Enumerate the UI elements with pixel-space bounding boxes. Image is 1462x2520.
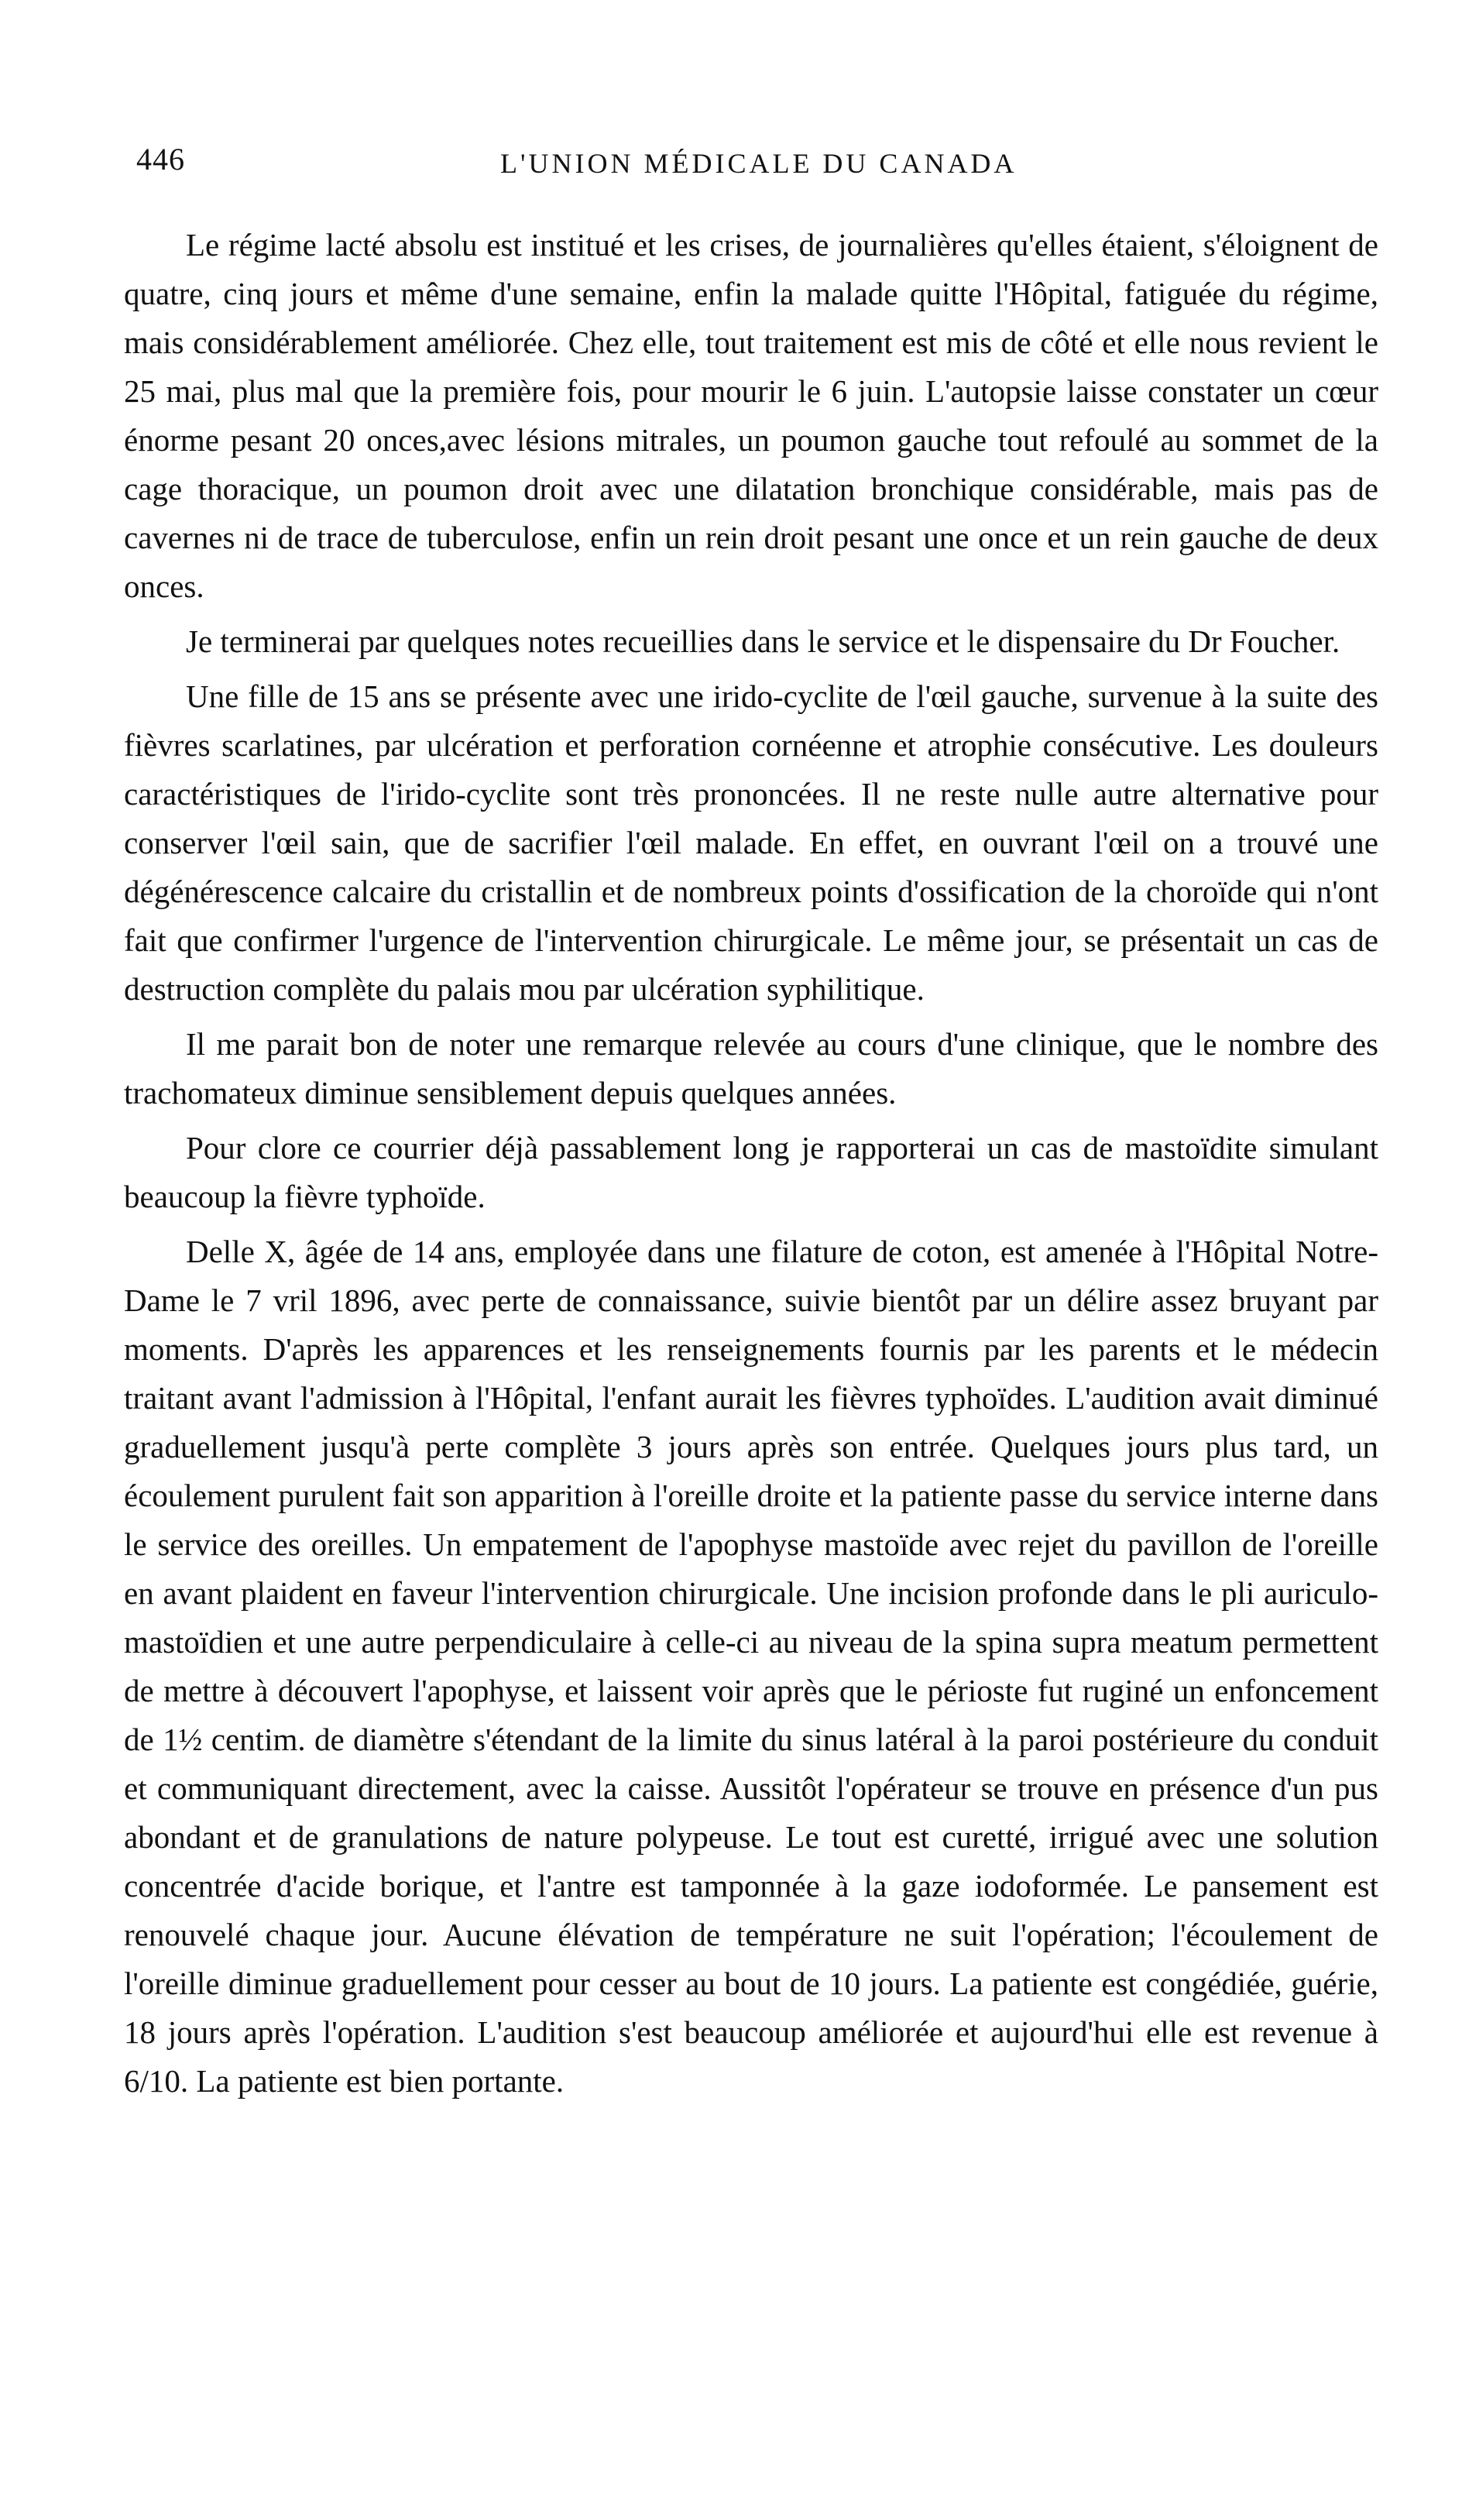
paragraph-case-report: Delle X, âgée de 14 ans, employée dans une filature de coton, est amenée à l'Hôpital Notre-Dame le 7 vril 1896, avec perte de connaissance, suivie bientôt par un délire assez bruyant par moments. D'après les apparences et les renseignements fournis par les parents et le médecin traitant avant l'admission à l'Hôpital, l'enfant aurait les fièvres typhoïdes. L'audition avait diminué graduellement jusqu'à perte complète 3 jours après son entrée. Quelques jours plus tard, un écoulement purulent fait son apparition à l'oreille droite et la patiente passe du service interne dans le service des oreilles. Un empatement de l'apophyse mastoïde avec rejet du pavillon de l'oreille en avant plaident en faveur l'intervention chirurgicale. Une incision profonde dans le pli auriculo-mastoïdien et une autre perpendiculaire à celle-ci au niveau de la spina supra meatum permettent de mettre à découvert l'apophyse, et laissent voir après que le périoste fut ruginé un enfoncement de 1½ centim. de diamètre s'étendant de la limite du sinus latéral à la paroi postérieure du conduit et communiquant directement, avec la caisse. Aussitôt l'opérateur se trouve en présence d'un pus abondant et de granulations de nature polypeuse. Le tout est curetté, irrigué avec une solution concentrée d'acide borique, et l'antre est tamponnée à la gaze iodoformée. Le pansement est renouvelé chaque jour. Aucune élévation de température ne suit l'opération; l'écoulement de l'oreille diminue graduellement pour cesser au bout de 10 jours. La patiente est congédiée, guérie, 18 jours après l'opération. L'audition s'est beaucoup améliorée et aujourd'hui elle est revenue à 6/10. La patiente est bien portante. [124, 1234, 1378, 2099]
page-header [136, 141, 1360, 187]
paragraph-mastoiditis-intro: Pour clore ce courrier déjà passablement long je rapporterai un cas de mastoïdite simulant beaucoup la fièvre typhoïde. [124, 1130, 1378, 1214]
article-body [124, 221, 1378, 2112]
paragraph-trachoma: Il me parait bon de noter une remarque relevée au cours d'une clinique, que le nombre des trachomateux diminue sensiblement depuis quelques années. [124, 1026, 1378, 1111]
paragraph-notes-intro: Je terminerai par quelques notes recueillies dans le service et le dispensaire du Dr Foucher. [186, 623, 1340, 659]
page-number: 446 [136, 142, 185, 177]
paragraph-irido-cyclite: Une fille de 15 ans se présente avec une irido-cyclite de l'œil gauche, survenue à la suite des fièvres scarlatines, par ulcération et perforation cornéenne et atrophie consécutive. Les douleurs caractéristiques de l'irido-cyclite sont très prononcées. Il ne reste nulle autre alternative pour conserver l'œil sain, que de sacrifier l'œil malade. En effet, en ouvrant l'œil on a trouvé une dégénérescence calcaire du cristallin et de nombreux points d'ossification de la choroïde qui n'ont fait que confirmer l'urgence de l'intervention chirurgicale. Le même jour, se présentait un cas de destruction complète du palais mou par ulcération syphilitique. [124, 678, 1378, 1007]
running-head: L'UNION MÉDICALE DU CANADA [500, 148, 1018, 179]
paragraph-autopsy: Le régime lacté absolu est institué et les crises, de journalières qu'elles étaient, s'éloignent de quatre, cinq jours et même d'une semaine, enfin la malade quitte l'Hôpital, fatiguée du régime, mais considérablement améliorée. Chez elle, tout traitement est mis de côté et elle nous revient le 25 mai, plus mal que la première fois, pour mourir le 6 juin. L'autopsie laisse constater un cœur énorme pesant 20 onces,avec lésions mitrales, un poumon gauche tout refoulé au sommet de la cage thoracique, un poumon droit avec une dilatation bronchique considérable, mais pas de cavernes ni de trace de tuberculose, enfin un rein droit pesant une once et un rein gauche de deux onces. [124, 227, 1378, 604]
